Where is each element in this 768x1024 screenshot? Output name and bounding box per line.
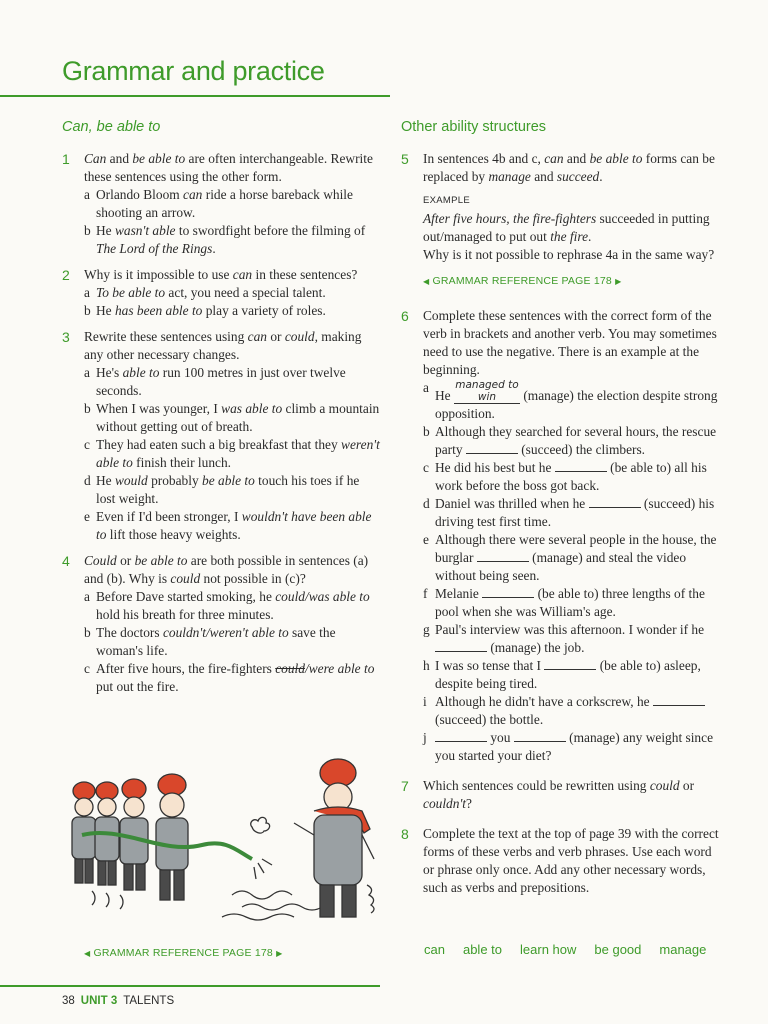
exercise-instruction: Could or be able to are both possible in sentences (a) and (b). Why is could not possible in (c)? [84,553,369,586]
triangle-right-icon: ▶ [276,949,283,958]
section-label: TALENTS [123,995,175,1007]
answer-blank[interactable] [544,657,596,670]
word-item: be good [594,942,642,957]
list-item: d He would probably be able to touch his toes if he lost weight. [84,473,360,506]
title-rule [0,95,390,97]
answer-blank[interactable] [589,495,641,508]
word-item: learn how [520,942,577,957]
list-item: c He did his best but he (be able to) all his work before the boss got back. [423,460,707,493]
list-item: c After five hours, the fire-fighters could/were able to put out the fire. [84,661,375,694]
word-item: able to [462,942,503,957]
exercise-instruction: Can and be able to are often interchangeable. Rewrite these sentences using the other form. [84,151,373,184]
answer-blank[interactable] [477,549,529,562]
exercise-number: 5 [401,151,409,167]
list-item: d Daniel was thrilled when he (succeed) his driving test first time. [423,496,715,529]
answer-blank[interactable] [435,639,487,652]
exercise-number: 2 [62,267,70,283]
exercise-number: 1 [62,151,70,167]
exercise-5 [401,150,721,291]
exercise-instruction: Why is it impossible to use can in these sentences? [84,267,358,282]
exercise-3 [62,328,380,364]
right-column [401,150,721,897]
list-item: b When I was younger, I was able to climb a mountain without getting out of breath. [84,401,380,434]
answer-blank[interactable] [555,459,607,472]
exercise-number: 7 [401,778,409,794]
left-column [62,150,380,696]
list-item: b He wasn't able to swordfight before the filming of The Lord of the Rings. [84,223,366,256]
answer-blank[interactable] [435,729,487,742]
handwritten-answer: managed to win [455,379,519,403]
answer-blank[interactable] [466,441,518,454]
grammar-reference-link[interactable]: ◀ GRAMMAR REFERENCE PAGE 178 ▶ [423,275,622,287]
exercise-number: 6 [401,308,409,324]
list-item: f Melanie (be able to) three lengths of the pool when she was William's age. [423,586,705,619]
word-item: can [424,942,445,957]
exercise-number: 8 [401,826,409,842]
exercise-2 [62,266,380,284]
page-footer [62,992,174,1010]
fire-chief-figure [294,759,374,917]
list-item: h I was so tense that I (be able to) asleep, despite being tired. [423,658,701,691]
exercise-instruction: Complete the text at the top of page 39 with the correct forms of these verbs and verb phrases. Use each word or phrase only once. Add any other necessary words, such as verbs and prepositions. [423,826,719,895]
answer-blank[interactable] [482,585,534,598]
exercise-number: 3 [62,329,70,345]
list-item: b He has been able to play a variety of roles. [84,303,326,318]
answer-blank[interactable] [514,729,566,742]
exercise-7 [401,777,721,813]
exercise-8 [401,825,721,897]
exercise-1 [62,150,380,186]
list-item: j you (manage) any weight since you started your diet? [423,730,714,763]
page-number: 38 [62,995,75,1007]
list-item: e Although there were several people in the house, the burglar (manage) and steal the video without being seen. [423,532,717,583]
exercise-instruction: Rewrite these sentences using can or could, making any other necessary changes. [84,329,362,362]
list-item: a To be able to act, you need a special talent. [84,285,326,300]
grammar-reference-link[interactable]: ◀ GRAMMAR REFERENCE PAGE 178 ▶ [84,947,283,959]
list-item: b Although they searched for several hours, the rescue party (succeed) the climbers. [423,424,717,457]
exercise-instruction: In sentences 4b and c, can and be able to forms can be replaced by manage and succeed. [423,151,715,184]
list-item: a Orlando Bloom can ride a horse bareback while shooting an arrow. [84,187,353,220]
word-item: manage [659,942,707,957]
list-item: a Before Dave started smoking, he could/was able to hold his breath for three minutes. [84,589,370,622]
example-label: EXAMPLE [423,195,470,206]
list-item: a He managed to win (manage) the election despite strong opposition. [423,379,718,421]
list-item: a He's able to run 100 metres in just over twelve seconds. [84,365,346,398]
left-subtitle: Can, be able to [62,119,161,135]
list-item: i Although he didn't have a corkscrew, he (succeed) the bottle. [401,693,721,729]
exercise-instruction: Complete these sentences with the correct form of the verb in brackets and another verb. You may sometimes need to use the negative. There is an example at the beginning. [423,308,717,377]
exercise-6 [401,307,721,379]
exercise-4 [62,552,380,588]
word-list [424,941,724,959]
exercise-question: Why is it not possible to rephrase 4a in the same way? [423,247,715,262]
exercise-number: 4 [62,553,70,569]
exercise-instruction: Which sentences could be rewritten using could or couldn't? [423,778,695,811]
triangle-right-icon: ▶ [615,277,622,286]
right-subtitle: Other ability structures [401,119,547,135]
list-item: c They had eaten such a big breakfast that they weren't able to finish their lunch. [84,437,380,470]
list-item: e Even if I'd been stronger, I wouldn't have been able to lift those heavy weights. [84,509,372,542]
list-item: g Paul's interview was this afternoon. I wonder if he (manage) the job. [423,622,705,655]
firefighters-illustration [62,755,392,935]
firefighter-figure [156,774,188,900]
unit-label: UNIT 3 [80,995,118,1007]
page-title: Grammar and practice [62,56,325,86]
answer-blank[interactable] [653,693,705,706]
triangle-left-icon: ◀ [423,277,430,286]
list-item: b The doctors couldn't/weren't able to save the woman's life. [84,625,336,658]
footer-rule [0,985,380,987]
triangle-left-icon: ◀ [84,949,91,958]
example-text: After five hours, the fire-fighters succeeded in putting out/managed to put out the fire. [423,211,710,244]
